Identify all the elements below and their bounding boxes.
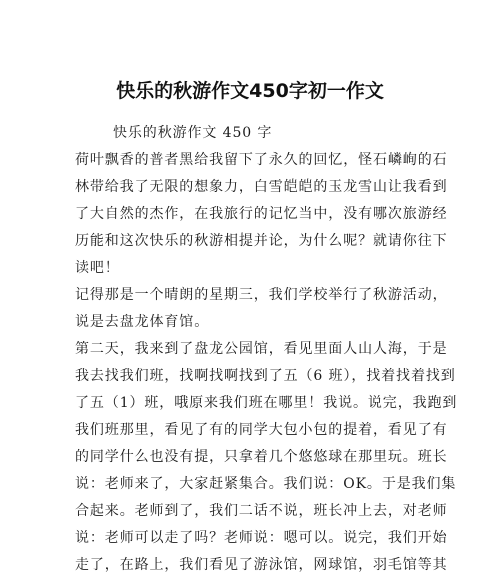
text-line: 说：老师来了，大家赶紧集合。我们说：OK。于是我们集 (75, 476, 457, 492)
text-line: 合起来。老师到了，我们二话不说，班长冲上去，对老师 (75, 503, 448, 519)
text-line: 历能和这次快乐的秋游相提并论，为什么呢？就请你往下 (75, 233, 448, 249)
text-line: 走了，在路上，我们看见了游泳馆，网球馆，羽毛馆等其 (75, 557, 448, 573)
text-line: 荷叶飘香的普者黑给我留下了永久的回忆，怪石嶙峋的石 (75, 152, 448, 168)
text-line: 第二天，我来到了盘龙公园馆，看见里面人山人海，于是 (75, 341, 448, 357)
page-title: 快乐的秋游作文450字初一作文 (116, 80, 384, 102)
text-line: 的同学什么也没有提，只拿着几个悠悠球在那里玩。班长 (75, 449, 448, 465)
text-line: 林带给我了无限的想象力，白雪皑皑的玉龙雪山让我看到 (75, 179, 448, 195)
text-line: 说：老师可以走了吗？老师说：嗯可以。说完，我们开始 (75, 530, 448, 546)
text-line: 记得那是一个晴朗的星期三，我们学校举行了秋游活动， (75, 287, 448, 303)
text-line: 读吧！ (75, 260, 120, 276)
text-line: 我去找我们班，找啊找啊找到了五（6 班），找着找着找到 (75, 368, 456, 384)
text-line: 了大自然的杰作，在我旅行的记忆当中，没有哪次旅游经 (75, 206, 448, 222)
subtitle-line: 快乐的秋游作文 450 字 (113, 125, 273, 141)
text-line: 我们班那里，看见了有的同学大包小包的提着，看见了有 (75, 422, 448, 438)
document-body (75, 120, 458, 579)
text-line: 说是去盘龙体育馆。 (75, 314, 210, 330)
text-line: 了五（1）班，哦原来我们班在哪里！我说。说完，我跑到 (75, 395, 458, 411)
